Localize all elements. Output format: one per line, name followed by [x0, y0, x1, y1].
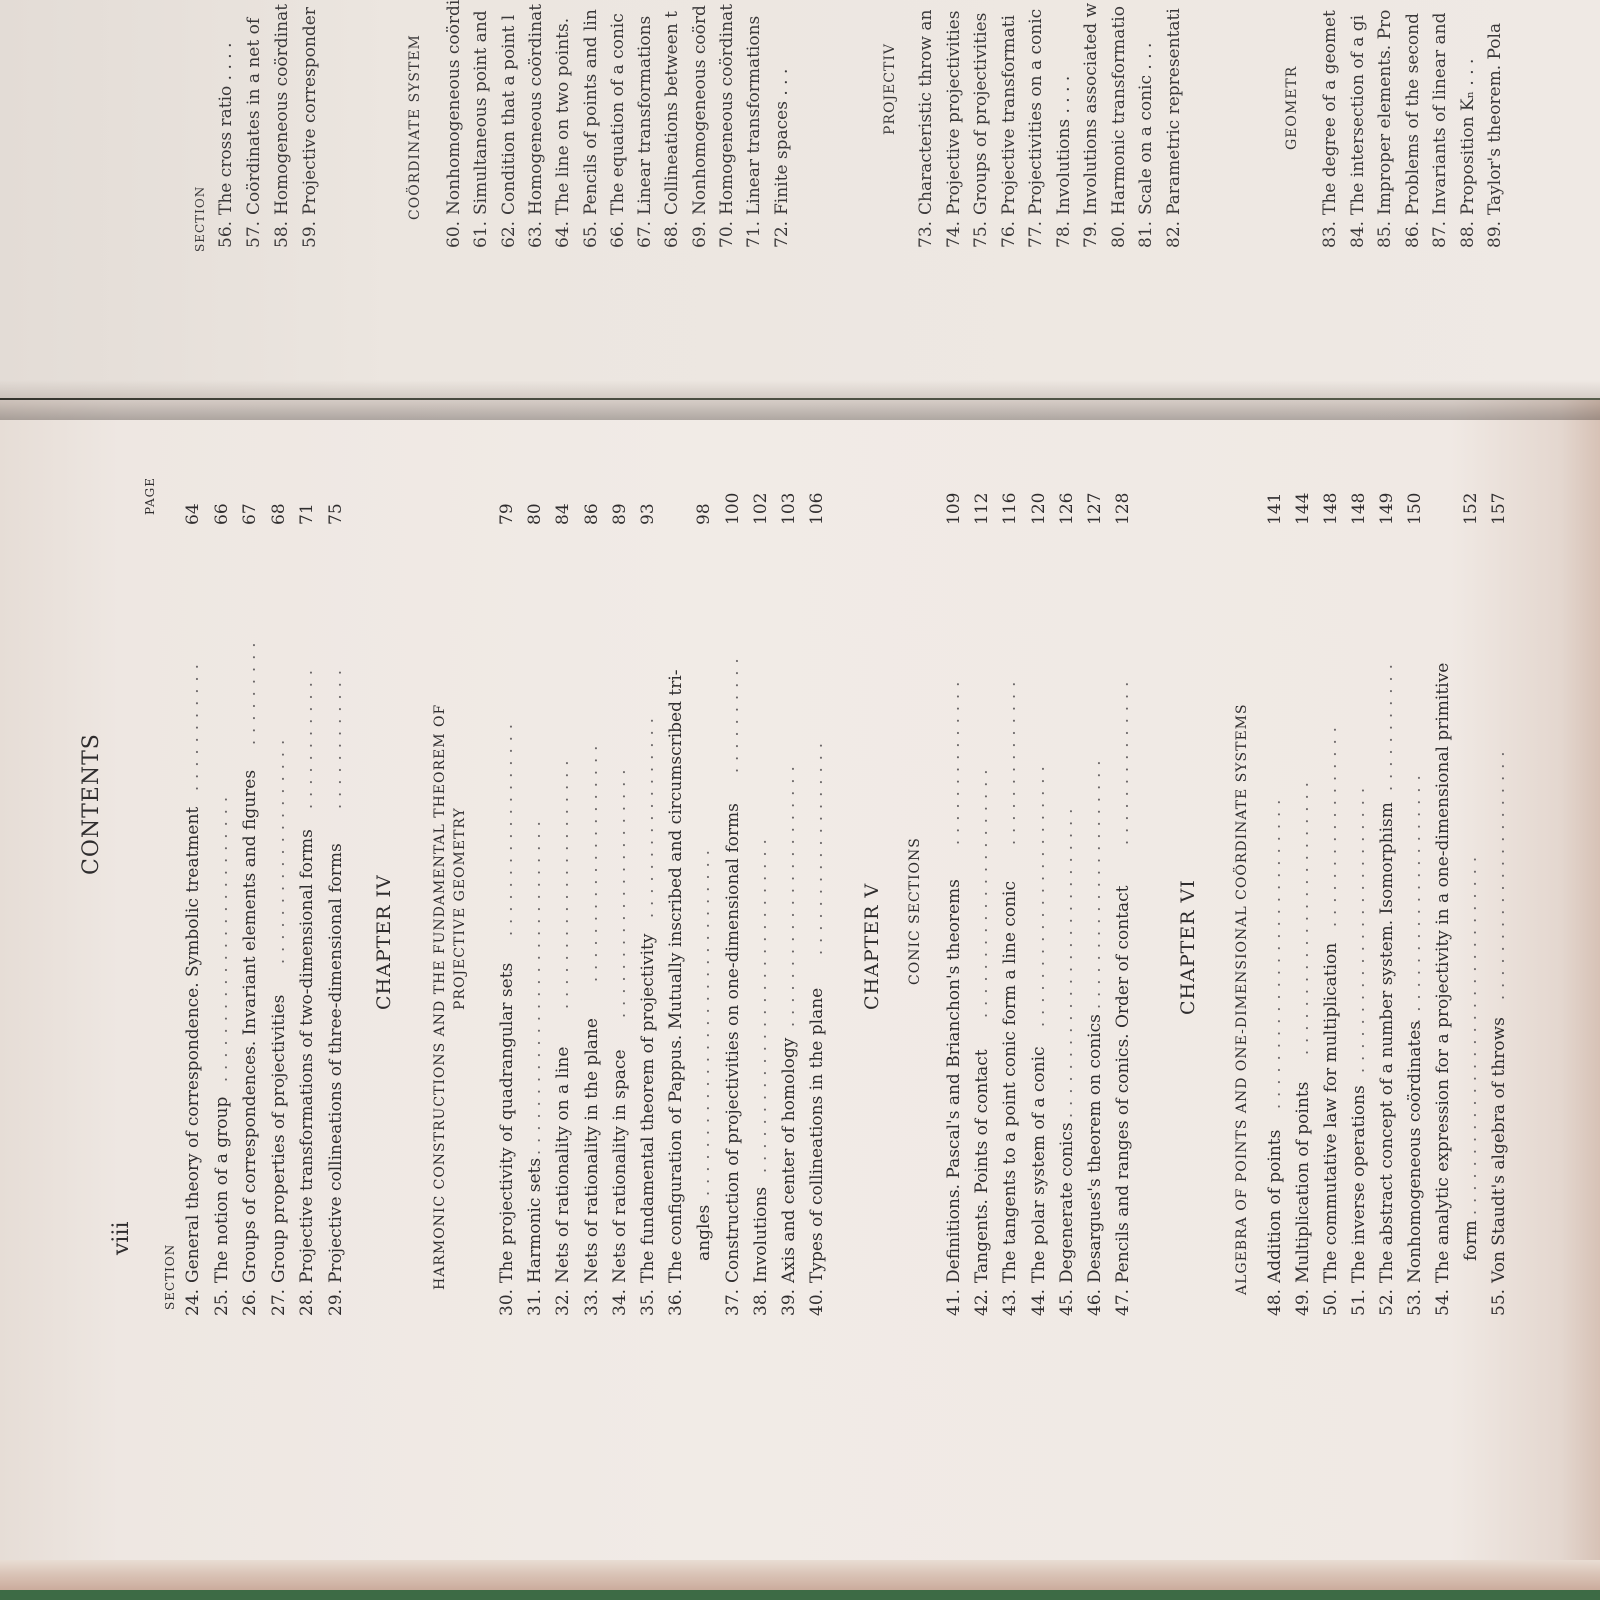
entry-title: Nets of rationality in space: [609, 1049, 630, 1283]
dot-leader: . . . . . . . . . . . . . . . . . . . . . .: [779, 765, 798, 1028]
section-number: 41.: [944, 1288, 964, 1316]
dot-leader: . . . . . . . . . . . . . . . . . . . .: [581, 744, 601, 982]
page-number-ref: 75: [325, 503, 346, 525]
section-number: 35.: [638, 1288, 658, 1316]
right-heading-c: GEOMETR: [1284, 65, 1300, 150]
section-number: 39.: [779, 1288, 799, 1316]
page-number-ref: 80: [525, 503, 546, 525]
dot-leader: . . . . . . . . . . . . . . . . . . . . .: [1489, 750, 1508, 1000]
dot-leader: . . . . . . . . . .: [722, 656, 742, 773]
entry-title: Types of collineations in the plane: [807, 987, 828, 1283]
dot-leader: . . . . . . . . . . . . . . . . . . . . . . . .: [1349, 786, 1368, 1073]
section-number: 45.: [1056, 1288, 1077, 1316]
section-number: 37.: [722, 1288, 743, 1316]
chapter-vi-heading: CHAPTER VI: [1177, 879, 1199, 1015]
right-section-number: 78.: [1053, 220, 1074, 248]
right-section-number: 58.: [272, 220, 292, 248]
entry-title: The analytic expression for a projectivity in a one-dimensional primitive: [1433, 662, 1453, 1283]
right-section-number: 62.: [498, 220, 519, 248]
chapter-v-subtitle: CONIC SECTIONS: [907, 837, 923, 985]
page-number-ref: 67: [240, 503, 260, 525]
chapter-iv-subtitle: HARMONIC CONSTRUCTIONS AND THE FUNDAMENTAL THEOREM OF: [432, 703, 448, 1290]
page-number-ref: 116: [1000, 492, 1021, 525]
section-number: 53.: [1405, 1288, 1425, 1316]
dot-leader: . . . . . . . . . . .: [183, 662, 202, 791]
page-number-ref: 144: [1293, 492, 1313, 525]
entry-title: form: [1461, 1220, 1481, 1261]
contents-heading: CONTENTS: [79, 733, 104, 875]
page-number-ref: 71: [297, 503, 317, 525]
right-section-number: 63.: [525, 220, 546, 248]
dot-leader: . . . . . . . . . . . . . . . . . . . . . . . . . . . .: [525, 819, 545, 1155]
page-number-ref: 68: [268, 503, 289, 525]
dot-leader: . . . . . . . . . . . . . . . . . . . . . . . .: [211, 795, 231, 1082]
entry-title: Pencils and ranges of conics. Order of contact: [1113, 885, 1134, 1283]
entry-title: Nets of rationality on a line: [553, 1046, 574, 1283]
right-section-number: 89.: [1485, 220, 1505, 248]
dot-leader: . . . . . . . . . . . .: [297, 668, 316, 809]
right-section-number: 76.: [998, 220, 1019, 248]
right-section-number: 83.: [1320, 220, 1340, 248]
right-heading-a: COÖRDINATE SYSTEM: [407, 34, 423, 220]
section-number: 47.: [1113, 1288, 1134, 1316]
right-entry-title: Characteristic throw an: [916, 9, 936, 215]
page-number-ref: 109: [944, 492, 964, 525]
dot-leader: . . . . . . . . . . . . . .: [1113, 680, 1133, 846]
right-section-number: 84.: [1347, 220, 1368, 248]
entry-title: The polar system of a conic: [1028, 1046, 1049, 1283]
entry-title: Involutions: [750, 1186, 771, 1283]
page-number-ref: 106: [807, 492, 828, 525]
section-number: 40.: [807, 1288, 828, 1316]
right-section-number: 77.: [1026, 220, 1046, 248]
right-entry-title: Simultaneous point and: [471, 10, 492, 215]
right-entry-title: Improper elements. Pro: [1375, 9, 1395, 215]
page-number-ref: 86: [581, 503, 602, 525]
dot-leader: . . . . . . . . . . . . . . . . .: [638, 717, 657, 919]
right-section-number: 59.: [300, 220, 320, 248]
right-page-text-columns: [0, 0, 1600, 400]
dot-leader: . . . . . . . . . . . . . . . . . . . . . . . . . .: [1265, 798, 1284, 1110]
section-number: 34.: [609, 1288, 630, 1316]
chapter-iv-heading: CHAPTER IV: [373, 874, 395, 1010]
right-entry-title: Parametric representati: [1163, 8, 1184, 215]
right-section-number: 57.: [244, 220, 264, 248]
section-number: 36.: [666, 1288, 687, 1316]
right-section-number: 65.: [580, 220, 601, 248]
page-number-ref: 128: [1113, 492, 1134, 525]
right-entry-title: The cross ratio . . . .: [216, 42, 236, 215]
entry-title: Projective transformations of two-dimensional forms: [297, 829, 317, 1283]
page-number-ref: 102: [750, 492, 771, 525]
section-label: SECTION: [163, 1243, 177, 1310]
right-entry-title: The equation of a conic: [607, 13, 628, 215]
right-entry-title: Pencils of points and lin: [580, 9, 601, 215]
entry-title: Construction of projectivities on one-dimensional forms: [722, 803, 743, 1283]
entry-title: Axis and center of homology: [779, 1037, 799, 1283]
entry-title: Multiplication of points: [1293, 1081, 1313, 1283]
right-section-number: 88.: [1457, 220, 1478, 248]
section-number: 46.: [1085, 1288, 1105, 1316]
section-number: 48.: [1265, 1288, 1285, 1316]
right-entry-title: Condition that a point l: [498, 14, 519, 215]
right-entry-title: Projectivities on a conic: [1026, 8, 1046, 215]
entry-title: General theory of correspondence. Symbolic treatment: [183, 806, 203, 1283]
dot-leader: . . . . . . . . .: [240, 641, 259, 746]
page-number-ref: 79: [497, 503, 517, 525]
section-number: 31.: [525, 1288, 546, 1316]
entry-title: The inverse operations: [1349, 1085, 1369, 1283]
right-entry-title: Projective corresponder: [300, 7, 320, 215]
page-edge-strip: [0, 1560, 1600, 1592]
right-section-number: 75.: [971, 220, 991, 248]
right-entry-title: Problems of the second: [1402, 13, 1423, 215]
right-section-number: 73.: [916, 220, 936, 248]
right-section-number: 70.: [717, 220, 737, 248]
right-entry-title: The degree of a geomet: [1320, 10, 1340, 215]
entry-title: Groups of correspondences. Invariant elements and figures: [240, 769, 260, 1283]
page-number: viii: [109, 1221, 134, 1255]
entry-title: Von Staudt's algebra of throws: [1489, 1017, 1509, 1283]
section-number: 26.: [240, 1288, 260, 1316]
entry-title: The configuration of Pappus. Mutually inscribed and circumscribed tri-: [666, 669, 687, 1283]
right-entry-title: Linear transformations: [635, 15, 656, 215]
right-section-number: 87.: [1430, 220, 1450, 248]
dot-leader: . . . . . . . . . . . . . .: [944, 680, 963, 846]
section-number: 51.: [1349, 1288, 1369, 1316]
entry-title: Nets of rationality in the plane: [581, 1018, 602, 1283]
right-entry-title: Groups of projectivities: [971, 12, 991, 215]
section-number: 24.: [183, 1288, 203, 1316]
entry-title: Definitions. Pascal's and Brianchon's theorems: [944, 879, 964, 1283]
dot-leader: . . . . . . . . . . . . . .: [1000, 680, 1020, 846]
dot-leader: . . . . . . . . . . . . . . . . . . . . .: [972, 768, 992, 1019]
right-section-number: 56.: [216, 220, 236, 248]
page-number-ref: 157: [1489, 492, 1509, 525]
right-entry-title: Proposition Kₙ . . .: [1457, 58, 1478, 215]
entry-title: Addition of points: [1265, 1129, 1285, 1283]
entry-title: The commutative law for multiplication: [1321, 942, 1341, 1283]
right-entry-title: Finite spaces . . .: [771, 68, 792, 215]
right-entry-title: The line on two points.: [553, 17, 574, 215]
right-section-number: 72.: [771, 220, 792, 248]
section-number: 42.: [972, 1288, 993, 1316]
page-number-ref: 127: [1085, 492, 1105, 525]
page-label: PAGE: [143, 477, 157, 515]
page-number-ref: 126: [1056, 492, 1077, 525]
right-section-number: 66.: [607, 220, 628, 248]
entry-title: The projectivity of quadrangular sets: [497, 962, 517, 1283]
right-entry-title: Linear transformations: [744, 15, 765, 215]
page-number-ref: 98: [694, 503, 715, 525]
right-entry-title: The intersection of a gi: [1347, 14, 1368, 215]
entry-title: angles: [694, 1204, 715, 1261]
right-entry-title: Homogeneous coördinat: [525, 3, 546, 215]
right-entry-title: Coördinates in a net of: [244, 17, 264, 215]
entry-title: The fundamental theorem of projectivity: [638, 933, 658, 1283]
section-number: 50.: [1321, 1288, 1341, 1316]
dot-leader: . . . . . . . . . . . . . . . . . . .: [268, 738, 288, 964]
chapter-v-heading: CHAPTER V: [861, 882, 883, 1010]
dot-leader: . . . . . . . . . . . . . . . . . . . . .: [1085, 759, 1104, 1010]
page-number-ref: 64: [183, 503, 203, 525]
right-entry-title: Collineations between t: [662, 11, 683, 215]
right-section-number: 71.: [744, 220, 765, 248]
section-number: 28.: [297, 1288, 317, 1316]
page-number-ref: 112: [972, 492, 993, 525]
dot-leader: . . . . . . . . . . . . . . . . . . . . . .: [1028, 765, 1048, 1028]
page-number-ref: 100: [722, 492, 743, 525]
section-number: 25.: [211, 1288, 232, 1316]
entry-title: The abstract concept of a number system. Isomorphism: [1377, 802, 1397, 1283]
right-entry-title: Homogeneous coördinat: [272, 3, 292, 215]
section-number: 33.: [581, 1288, 602, 1316]
dot-leader: . . . . . . . . . . . . . . . . . . . . . . .: [1293, 780, 1312, 1055]
dot-leader: . . . . . . . . . . . . . . . . . . . . .: [609, 768, 629, 1019]
dot-leader: . . . . . . . . . . . .: [325, 668, 345, 809]
right-entry-title: Scale on a conic . . .: [1136, 42, 1156, 215]
page-number-ref: 89: [609, 503, 630, 525]
entry-title: The tangents to a point conic form a line conic: [1000, 881, 1021, 1283]
section-number: 43.: [1000, 1288, 1021, 1316]
entry-title: The notion of a group: [211, 1096, 232, 1283]
right-entry-title: Nonhomogeneous coördi: [444, 0, 464, 215]
right-entry-title: Projective transformati: [998, 15, 1019, 215]
entry-title: Tangents. Points of contact: [972, 1049, 993, 1283]
green-cloth: [0, 1590, 1600, 1600]
page-number-ref: 120: [1028, 492, 1049, 525]
page-number-ref: 103: [779, 492, 799, 525]
section-number: 55.: [1489, 1288, 1509, 1316]
dot-leader: . . . . . . . . . . . . . . . . .: [1321, 726, 1340, 928]
dot-leader: . . . . . . . . . . . . . . . . . . . . . . . . . .: [1056, 807, 1076, 1119]
page-number-ref: 152: [1461, 492, 1481, 525]
entry-title: Desargues's theorem on conics: [1085, 1014, 1105, 1283]
right-section-number: 85.: [1375, 220, 1395, 248]
section-number: 32.: [553, 1288, 574, 1316]
page-number-ref: 148: [1349, 492, 1369, 525]
dot-leader: . . . . . . . . . . . . . . . . . . . . . . . . . . . .: [750, 838, 770, 1173]
entry-title: Harmonic sets: [525, 1157, 546, 1283]
page-number-ref: 150: [1405, 492, 1425, 525]
section-number: 54.: [1433, 1288, 1453, 1316]
section-number: 29.: [325, 1288, 346, 1316]
page-number-ref: 148: [1321, 492, 1341, 525]
chapter-vi-subtitle: ALGEBRA OF POINTS AND ONE-DIMENSIONAL COÖRDINATE SYSTEMS: [1234, 703, 1250, 1295]
page-number-ref: 84: [553, 503, 574, 525]
right-section-number: 64.: [553, 220, 574, 248]
right-section-number: 61.: [471, 220, 492, 248]
right-entry-title: Invariants of linear and: [1430, 12, 1450, 215]
entry-title: Degenerate conics: [1056, 1122, 1077, 1283]
dot-leader: . . . . . . . . . . . . . . . . . . . . . . . . . . . . . .: [1461, 855, 1480, 1215]
dot-leader: . . . . . . . . . . . . . . . . . . . . .: [553, 759, 573, 1010]
entry-title: Nonhomogeneous coördinates: [1405, 1021, 1425, 1283]
right-entry-title: Harmonic transformatio: [1108, 6, 1129, 215]
right-section-number: 68.: [662, 220, 683, 248]
entry-title: Projective collineations of three-dimensional forms: [325, 843, 346, 1283]
right-entry-title: Projective projectivities: [943, 10, 964, 215]
right-entry-title: Nonhomogeneous coörd: [689, 5, 710, 215]
right-section-number: 80.: [1108, 220, 1129, 248]
right-section-number: 69.: [689, 220, 710, 248]
right-entry-title: Involutions associated w: [1081, 2, 1101, 215]
right-section-number: 67.: [635, 220, 656, 248]
right-section-number: 60.: [444, 220, 464, 248]
dot-leader: . . . . . . . . . . . . . . . . . . . . . .: [1405, 774, 1424, 1037]
section-number: 27.: [268, 1288, 289, 1316]
page-number-ref: 141: [1265, 492, 1285, 525]
page-number-ref: 66: [211, 503, 232, 525]
right-heading-b: PROJECTIV: [882, 43, 898, 135]
right-section-label: SECTION: [193, 185, 207, 252]
section-number: 38.: [750, 1288, 771, 1316]
dot-leader: . . . . . . . . . . . . . . . . . . . . . . . . . . . . .: [694, 849, 714, 1197]
right-entry-title: Involutions . . . .: [1053, 75, 1074, 215]
right-section-number: 86.: [1402, 220, 1423, 248]
right-section-number: 79.: [1081, 220, 1101, 248]
section-number: 30.: [497, 1288, 517, 1316]
right-section-number: 82.: [1163, 220, 1184, 248]
page-number-ref: 149: [1377, 492, 1397, 525]
dot-leader: . . . . . . . . . . .: [1377, 662, 1396, 791]
chapter-iv-subtitle-2: PROJECTIVE GEOMETRY: [452, 807, 468, 1010]
page-number-ref: 93: [638, 503, 658, 525]
entry-title: Group properties of projectivities: [268, 994, 289, 1283]
right-section-number: 74.: [943, 220, 964, 248]
right-entry-title: Homogeneous coördinat: [717, 3, 737, 215]
section-number: 52.: [1377, 1288, 1397, 1316]
section-number: 44.: [1028, 1288, 1049, 1316]
section-number: 49.: [1293, 1288, 1313, 1316]
right-section-number: 81.: [1136, 220, 1156, 248]
dot-leader: . . . . . . . . . . . . . . . . . .: [807, 741, 827, 955]
dot-leader: . . . . . . . . . . . . . . . . . .: [497, 723, 516, 937]
right-entry-title: Taylor's theorem. Pola: [1485, 22, 1505, 215]
